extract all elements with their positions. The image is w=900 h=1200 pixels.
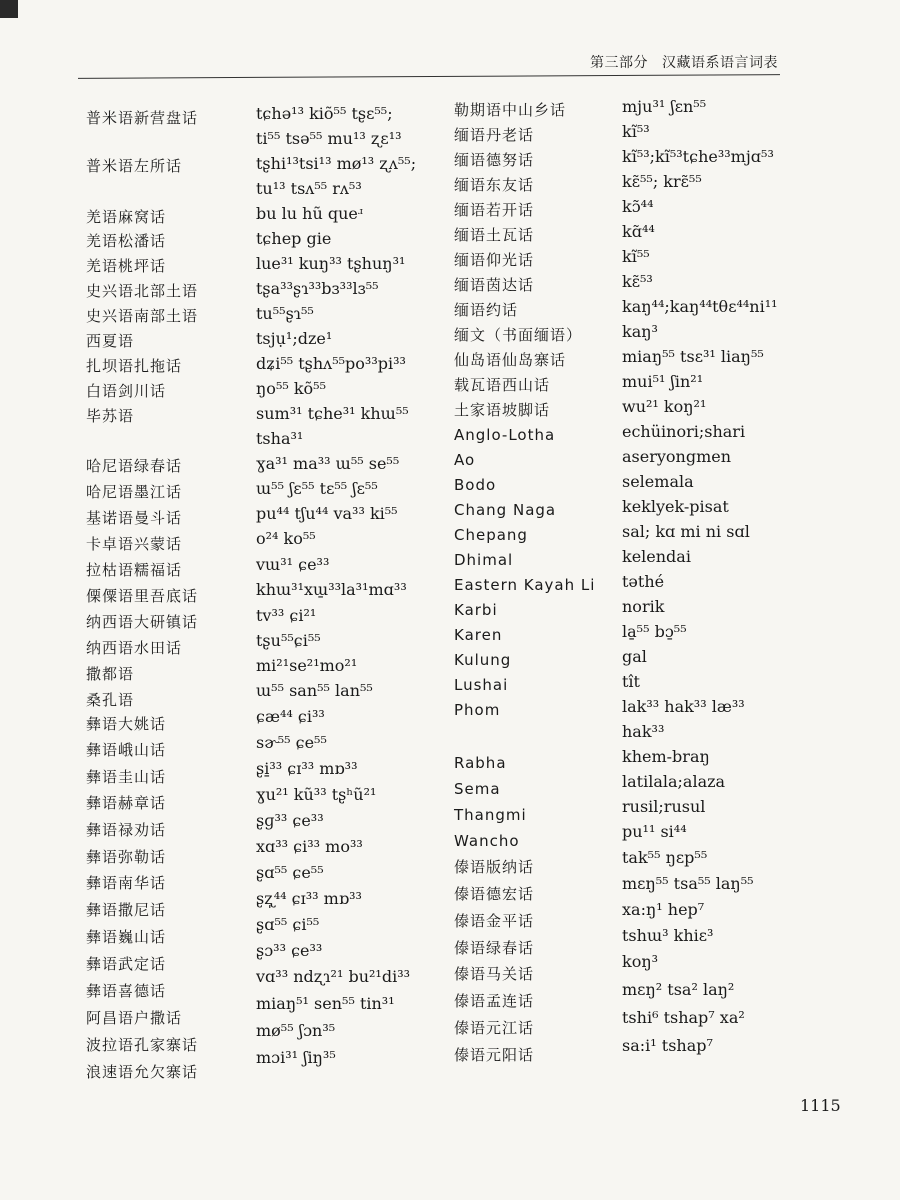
word-form-entry: tshi⁶ tshap⁷ xa²: [622, 1008, 745, 1027]
language-name-entry: 傣语马关话: [454, 965, 535, 983]
language-name-entry: 波拉语孔家寨话: [86, 1036, 199, 1054]
running-head-part: 第三部分: [590, 55, 648, 71]
word-form-entry: mi²¹se²¹mo²¹: [256, 656, 358, 675]
word-form-entry: tsha³¹: [256, 429, 304, 448]
word-form-entry: o²⁴ ko⁵⁵: [256, 529, 316, 548]
language-name-entry: 浪速语允欠寨话: [86, 1063, 199, 1081]
word-form-entry: aseryongmen: [622, 447, 732, 466]
word-form-entry: mju³¹ ʃɛn⁵⁵: [622, 97, 707, 116]
word-form-entry: kĩ⁵⁵: [622, 247, 650, 266]
word-form-entry: pu¹¹ si⁴⁴: [622, 822, 687, 841]
word-form-entry: mɛŋ⁵⁵ tsa⁵⁵ laŋ⁵⁵: [622, 874, 754, 893]
word-form-entry: kĩ⁵³;kĩ⁵³tɕhe³³mjɑ⁵³: [622, 147, 774, 166]
header-rule: [78, 74, 780, 79]
word-form-entry: rusil;rusul: [622, 797, 706, 816]
scan-corner-mark: [0, 0, 18, 18]
word-form-entry: tv³³ ɕi²¹: [256, 606, 317, 625]
word-form-entry: sɚ⁵⁵ ɕe⁵⁵: [256, 733, 327, 752]
language-name-entry: 缅文（书面缅语）: [454, 326, 583, 344]
language-name-entry: Chang Naga: [454, 501, 557, 519]
word-form-entry: xɑ³³ ɕi³³ mo³³: [256, 837, 363, 856]
language-name-entry: 傣语元阳话: [454, 1046, 535, 1064]
word-form-entry: kɔ̃⁴⁴: [622, 197, 654, 216]
word-form-entry: latilala;alaza: [622, 772, 726, 791]
language-name-entry: 缅语土瓦话: [454, 226, 535, 244]
word-form-entry: tshɯ³ khiɛ³: [622, 926, 714, 945]
word-form-entry: ɯ⁵⁵ ʃɛ⁵⁵ tɛ⁵⁵ ʃɛ⁵⁵: [256, 479, 378, 498]
language-name-entry: 彝语赫章话: [86, 794, 167, 812]
language-name-entry: 彝语巍山话: [86, 928, 167, 946]
language-name-entry: 彝语大姚话: [86, 715, 167, 733]
word-form-entry: tît: [622, 672, 640, 691]
language-name-entry: 傣语绿春话: [454, 939, 535, 957]
word-form-entry: dʑi⁵⁵ tʂhʌ⁵⁵po³³pi³³: [256, 354, 406, 373]
language-name-entry: 史兴语南部土语: [86, 307, 199, 325]
word-form-entry: sal; kɑ mi ni sɑl: [622, 522, 750, 541]
language-name-entry: 纳西语水田话: [86, 639, 183, 657]
word-form-entry: təthé: [622, 572, 665, 591]
word-form-entry: norik: [622, 597, 665, 616]
language-name-entry: 彝语禄劝话: [86, 821, 167, 839]
word-form-entry: bu lu hũ queʴ: [256, 204, 364, 223]
running-head-title: 汉藏语系语言词表: [662, 55, 778, 71]
word-form-entry: gal: [622, 647, 647, 666]
language-name-entry: Kulung: [454, 651, 512, 669]
word-form-entry: kɛ̃⁵³: [622, 272, 653, 291]
word-form-entry: lak³³ hak³³ læ³³: [622, 697, 745, 716]
language-name-entry: 傣语金平话: [454, 912, 535, 930]
language-name-entry: 哈尼语墨江话: [86, 483, 183, 501]
word-form-entry: echüinori;shari: [622, 422, 746, 441]
language-name-entry: Lushai: [454, 676, 509, 694]
language-name-entry: 缅语丹老话: [454, 126, 535, 144]
language-name-entry: Phom: [454, 701, 501, 719]
language-name-entry: 阿昌语户撒话: [86, 1009, 183, 1027]
language-name-entry: 勒期语中山乡话: [454, 101, 567, 119]
language-name-entry: Sema: [454, 780, 501, 798]
language-name-entry: 桑孔语: [86, 691, 135, 709]
language-name-entry: Anglo-Lotha: [454, 426, 556, 444]
language-name-entry: Dhimal: [454, 551, 514, 569]
language-name-entry: 哈尼语绿春话: [86, 457, 183, 475]
language-name-entry: 羌语松潘话: [86, 232, 167, 250]
language-name-entry: 纳西语大研镇话: [86, 613, 199, 631]
language-name-entry: Eastern Kayah Li: [454, 576, 596, 594]
language-name-entry: 缅语仰光话: [454, 251, 535, 269]
word-form-entry: kelendai: [622, 547, 691, 566]
language-name-entry: 普米语新营盘话: [86, 109, 199, 127]
word-form-entry: tu¹³ tsʌ⁵⁵ rʌ⁵³: [256, 179, 362, 198]
language-name-entry: 傈僳语里吾底话: [86, 587, 199, 605]
word-form-entry: keklyek-pisat: [622, 497, 729, 516]
language-name-entry: 傣语版纳话: [454, 858, 535, 876]
language-name-entry: 缅语德努话: [454, 151, 535, 169]
word-form-entry: khɯ³¹xɯ̱³³la³¹mɑ³³: [256, 580, 407, 599]
language-name-entry: 撒都语: [86, 665, 135, 683]
language-name-entry: Thangmi: [454, 806, 527, 824]
word-form-entry: tʂu⁵⁵ɕi⁵⁵: [256, 631, 321, 650]
running-head: [590, 52, 778, 72]
word-form-entry: wu²¹ koŋ²¹: [622, 397, 707, 416]
language-name-entry: Ao: [454, 451, 476, 469]
word-form-entry: tsjụ¹;dze¹: [256, 329, 333, 348]
word-form-entry: ɣa³¹ ma³³ ɯ⁵⁵ se⁵⁵: [256, 454, 400, 473]
word-form-entry: sa:i¹ tshap⁷: [622, 1036, 713, 1055]
word-form-entry: xa:ŋ¹ hep⁷: [622, 900, 705, 919]
language-name-entry: 傣语孟连话: [454, 992, 535, 1010]
word-form-entry: pu⁴⁴ tʃu⁴⁴ va³³ ki⁵⁵: [256, 504, 398, 523]
word-form-entry: tɕhep gie: [256, 229, 332, 248]
word-form-entry: kɛ̃⁵⁵; krɛ̃⁵⁵: [622, 172, 702, 191]
language-name-entry: Karbi: [454, 601, 498, 619]
language-name-entry: Wancho: [454, 832, 520, 850]
word-form-entry: hak³³: [622, 722, 665, 741]
page-number: 1115: [800, 1096, 841, 1115]
language-name-entry: 傣语元江话: [454, 1019, 535, 1037]
language-name-entry: 白语剑川话: [86, 382, 167, 400]
word-form-entry: ŋo⁵⁵ kõ⁵⁵: [256, 379, 327, 398]
word-form-entry: kɑ̃⁴⁴: [622, 222, 655, 241]
word-form-entry: ʂɑ⁵⁵ ɕi⁵⁵: [256, 915, 320, 934]
language-name-entry: 普米语左所话: [86, 157, 183, 175]
language-name-entry: Bodo: [454, 476, 497, 494]
word-form-entry: ti⁵⁵ tsə⁵⁵ mu¹³ ʐɛ¹³: [256, 129, 402, 148]
word-form-entry: ʂi̱³³ ɕɪ³³ mɒ³³: [256, 759, 358, 778]
language-name-entry: 扎坝语扎拖话: [86, 357, 183, 375]
word-form-entry: ɯ⁵⁵ san⁵⁵ lan⁵⁵: [256, 681, 373, 700]
word-form-entry: vɯ³¹ ɕe³³: [256, 555, 330, 574]
language-name-entry: 羌语桃坪话: [86, 257, 167, 275]
word-form-entry: khem-braŋ: [622, 747, 710, 766]
word-form-entry: tak⁵⁵ ŋɛp⁵⁵: [622, 848, 708, 867]
word-form-entry: mɔi³¹ ʃiŋ³⁵: [256, 1048, 336, 1067]
word-form-entry: lue³¹ kuŋ³³ tʂhuŋ³¹: [256, 254, 406, 273]
language-name-entry: 彝语峨山话: [86, 741, 167, 759]
language-name-entry: 载瓦语西山话: [454, 376, 551, 394]
word-form-entry: mɛŋ² tsa² laŋ²: [622, 980, 735, 999]
language-name-entry: 彝语武定话: [86, 955, 167, 973]
language-name-entry: 彝语喜德话: [86, 982, 167, 1000]
word-form-entry: la̱⁵⁵ bɔ̱⁵⁵: [622, 622, 687, 641]
language-name-entry: 缅语若开话: [454, 201, 535, 219]
language-name-entry: 基诺语曼斗话: [86, 509, 183, 527]
language-name-entry: 傣语德宏话: [454, 885, 535, 903]
word-form-entry: miaŋ⁵¹ sen⁵⁵ tin³¹: [256, 994, 395, 1013]
word-form-entry: kaŋ³: [622, 322, 658, 341]
word-form-entry: mui⁵¹ ʃin²¹: [622, 372, 704, 391]
word-form-entry: kĩ⁵³: [622, 122, 650, 141]
language-name-entry: 彝语圭山话: [86, 768, 167, 786]
word-form-entry: kaŋ⁴⁴;kaŋ⁴⁴tθɛ⁴⁴ni¹¹: [622, 297, 778, 316]
word-form-entry: vɑ³³ ndʐɿ²¹ bu²¹di³³: [256, 967, 411, 986]
language-name-entry: 卡卓语兴蒙话: [86, 535, 183, 553]
language-name-entry: 缅语茵达话: [454, 276, 535, 294]
word-form-entry: tʂa³³ʂɿ³³bɜ³³lɜ⁵⁵: [256, 279, 379, 298]
word-form-entry: koŋ³: [622, 952, 659, 971]
language-name-entry: 缅语约话: [454, 301, 519, 319]
word-form-entry: ɕæ⁴⁴ ɕi³³: [256, 707, 325, 726]
word-form-entry: ɣu²¹ kũ³³ tʂʰũ²¹: [256, 785, 377, 804]
word-form-entry: ʂɡ³³ ɕe³³: [256, 811, 324, 830]
word-form-entry: tu⁵⁵ʂɿ⁵⁵: [256, 304, 314, 323]
language-name-entry: 仙岛语仙岛寨话: [454, 351, 567, 369]
language-name-entry: 史兴语北部土语: [86, 282, 199, 300]
word-form-entry: ʂʐ̩⁴⁴ ɕɪ³³ mɒ³³: [256, 889, 362, 908]
word-form-entry: ʂɔ³³ ɕe³³: [256, 941, 323, 960]
language-name-entry: 毕苏语: [86, 407, 135, 425]
language-name-entry: Chepang: [454, 526, 528, 544]
word-form-entry: mø⁵⁵ ʃɔn³⁵: [256, 1021, 336, 1040]
language-name-entry: 西夏语: [86, 332, 135, 350]
language-name-entry: 缅语东友话: [454, 176, 535, 194]
language-name-entry: 彝语南华话: [86, 874, 167, 892]
word-form-entry: tʂhi¹³tsi¹³ mø¹³ ʐʌ⁵⁵;: [256, 154, 417, 173]
language-name-entry: 拉枯语糯福话: [86, 561, 183, 579]
word-form-entry: sum³¹ tɕhe³¹ khɯ⁵⁵: [256, 404, 409, 423]
word-form-entry: ʂɑ⁵⁵ ɕe⁵⁵: [256, 863, 324, 882]
language-name-entry: Karen: [454, 626, 503, 644]
word-form-entry: miaŋ⁵⁵ tsɛ³¹ liaŋ⁵⁵: [622, 347, 764, 366]
language-name-entry: Rabha: [454, 754, 507, 772]
language-name-entry: 土家语坡脚话: [454, 401, 551, 419]
language-name-entry: 彝语弥勒话: [86, 848, 167, 866]
language-name-entry: 彝语撒尼话: [86, 901, 167, 919]
language-name-entry: 羌语麻窝话: [86, 208, 167, 226]
word-form-entry: tɕhə¹³ kiõ⁵⁵ tʂɛ⁵⁵;: [256, 104, 393, 123]
word-form-entry: selemala: [622, 472, 694, 491]
